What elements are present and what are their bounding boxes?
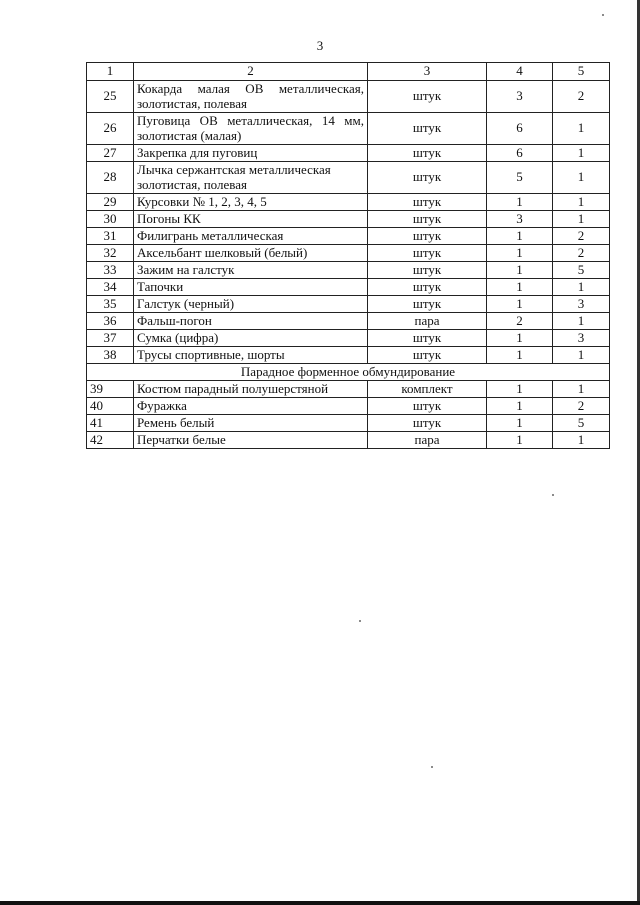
column-4-value: 1 — [487, 381, 553, 398]
column-5-value: 1 — [553, 381, 610, 398]
page-number: 3 — [316, 38, 324, 53]
section-title: Парадное форменное обмундирование — [87, 364, 610, 381]
column-4-value: 1 — [487, 330, 553, 347]
column-5-value: 1 — [553, 162, 610, 194]
table-row — [87, 330, 610, 347]
table-row — [87, 228, 610, 245]
scan-speck — [602, 14, 604, 16]
column-5-value: 1 — [553, 313, 610, 330]
row-number: 28 — [87, 162, 134, 194]
column-4-value: 1 — [487, 415, 553, 432]
item-name: Трусы спортивные, шорты — [134, 347, 368, 364]
row-number: 42 — [87, 432, 134, 449]
table-row — [87, 415, 610, 432]
scan-speck — [552, 494, 554, 496]
section-row — [87, 364, 610, 381]
scan-speck — [431, 766, 433, 768]
item-unit: штук — [368, 113, 487, 145]
equipment-table — [86, 62, 610, 449]
scan-speck — [359, 620, 361, 622]
row-number: 32 — [87, 245, 134, 262]
table-row — [87, 381, 610, 398]
column-4-value: 1 — [487, 262, 553, 279]
table-row — [87, 211, 610, 228]
column-header: 5 — [553, 63, 610, 81]
table-row — [87, 145, 610, 162]
item-name: Аксельбант шелковый (белый) — [134, 245, 368, 262]
table-row — [87, 398, 610, 415]
item-unit: штук — [368, 279, 487, 296]
column-5-value: 1 — [553, 279, 610, 296]
item-unit: комплект — [368, 381, 487, 398]
item-name: Закрепка для пуговиц — [134, 145, 368, 162]
row-number: 30 — [87, 211, 134, 228]
column-5-value: 3 — [553, 296, 610, 313]
column-5-value: 5 — [553, 415, 610, 432]
item-unit: штук — [368, 81, 487, 113]
column-header: 1 — [87, 63, 134, 81]
table-row — [87, 313, 610, 330]
row-number: 41 — [87, 415, 134, 432]
row-number: 29 — [87, 194, 134, 211]
item-name: Кокарда малая ОВ металлическая, золотистая, полевая — [134, 81, 368, 113]
column-5-value: 1 — [553, 211, 610, 228]
table-row — [87, 347, 610, 364]
row-number: 26 — [87, 113, 134, 145]
item-name: Костюм парадный полушерстяной — [134, 381, 368, 398]
item-unit: штук — [368, 296, 487, 313]
column-5-value: 2 — [553, 228, 610, 245]
column-4-value: 6 — [487, 113, 553, 145]
column-4-value: 3 — [487, 81, 553, 113]
column-4-value: 1 — [487, 296, 553, 313]
column-4-value: 1 — [487, 279, 553, 296]
column-5-value: 1 — [553, 347, 610, 364]
item-unit: штук — [368, 347, 487, 364]
row-number: 27 — [87, 145, 134, 162]
item-unit: штук — [368, 398, 487, 415]
table-row — [87, 245, 610, 262]
column-4-value: 1 — [487, 245, 553, 262]
item-unit: штук — [368, 245, 487, 262]
row-number: 35 — [87, 296, 134, 313]
column-4-value: 1 — [487, 347, 553, 364]
item-name: Сумка (цифра) — [134, 330, 368, 347]
item-unit: штук — [368, 262, 487, 279]
table-row — [87, 81, 610, 113]
item-name: Перчатки белые — [134, 432, 368, 449]
row-number: 25 — [87, 81, 134, 113]
scan-edge-bottom — [0, 901, 640, 905]
table-header-row — [87, 63, 610, 81]
item-unit: пара — [368, 313, 487, 330]
column-header: 3 — [368, 63, 487, 81]
table-row — [87, 162, 610, 194]
row-number: 31 — [87, 228, 134, 245]
table-row — [87, 296, 610, 313]
item-unit: штук — [368, 330, 487, 347]
item-name: Ремень белый — [134, 415, 368, 432]
item-unit: штук — [368, 415, 487, 432]
item-name: Галстук (черный) — [134, 296, 368, 313]
column-5-value: 2 — [553, 81, 610, 113]
column-4-value: 1 — [487, 432, 553, 449]
item-name: Фальш-погон — [134, 313, 368, 330]
table-row — [87, 432, 610, 449]
column-5-value: 1 — [553, 194, 610, 211]
item-unit: штук — [368, 194, 487, 211]
row-number: 40 — [87, 398, 134, 415]
item-name: Зажим на галстук — [134, 262, 368, 279]
item-unit: штук — [368, 162, 487, 194]
row-number: 39 — [87, 381, 134, 398]
column-5-value: 1 — [553, 145, 610, 162]
column-header: 2 — [134, 63, 368, 81]
table-row — [87, 194, 610, 211]
column-5-value: 3 — [553, 330, 610, 347]
column-5-value: 5 — [553, 262, 610, 279]
item-name: Лычка сержантская металлическая золотистая, полевая — [134, 162, 368, 194]
column-5-value: 2 — [553, 245, 610, 262]
row-number: 36 — [87, 313, 134, 330]
column-4-value: 1 — [487, 228, 553, 245]
row-number: 38 — [87, 347, 134, 364]
column-4-value: 3 — [487, 211, 553, 228]
item-name: Филигрань металлическая — [134, 228, 368, 245]
row-number: 34 — [87, 279, 134, 296]
item-unit: пара — [368, 432, 487, 449]
item-name: Фуражка — [134, 398, 368, 415]
item-unit: штук — [368, 228, 487, 245]
column-4-value: 2 — [487, 313, 553, 330]
column-5-value: 1 — [553, 432, 610, 449]
table-row — [87, 279, 610, 296]
item-unit: штук — [368, 145, 487, 162]
row-number: 33 — [87, 262, 134, 279]
column-4-value: 6 — [487, 145, 553, 162]
item-name: Погоны КК — [134, 211, 368, 228]
item-unit: штук — [368, 211, 487, 228]
row-number: 37 — [87, 330, 134, 347]
column-4-value: 5 — [487, 162, 553, 194]
table-row — [87, 113, 610, 145]
table-row — [87, 262, 610, 279]
column-header: 4 — [487, 63, 553, 81]
column-4-value: 1 — [487, 194, 553, 211]
column-5-value: 1 — [553, 113, 610, 145]
item-name: Пуговица ОВ металлическая, 14 мм, золотистая (малая) — [134, 113, 368, 145]
column-5-value: 2 — [553, 398, 610, 415]
column-4-value: 1 — [487, 398, 553, 415]
item-name: Курсовки № 1, 2, 3, 4, 5 — [134, 194, 368, 211]
item-name: Тапочки — [134, 279, 368, 296]
